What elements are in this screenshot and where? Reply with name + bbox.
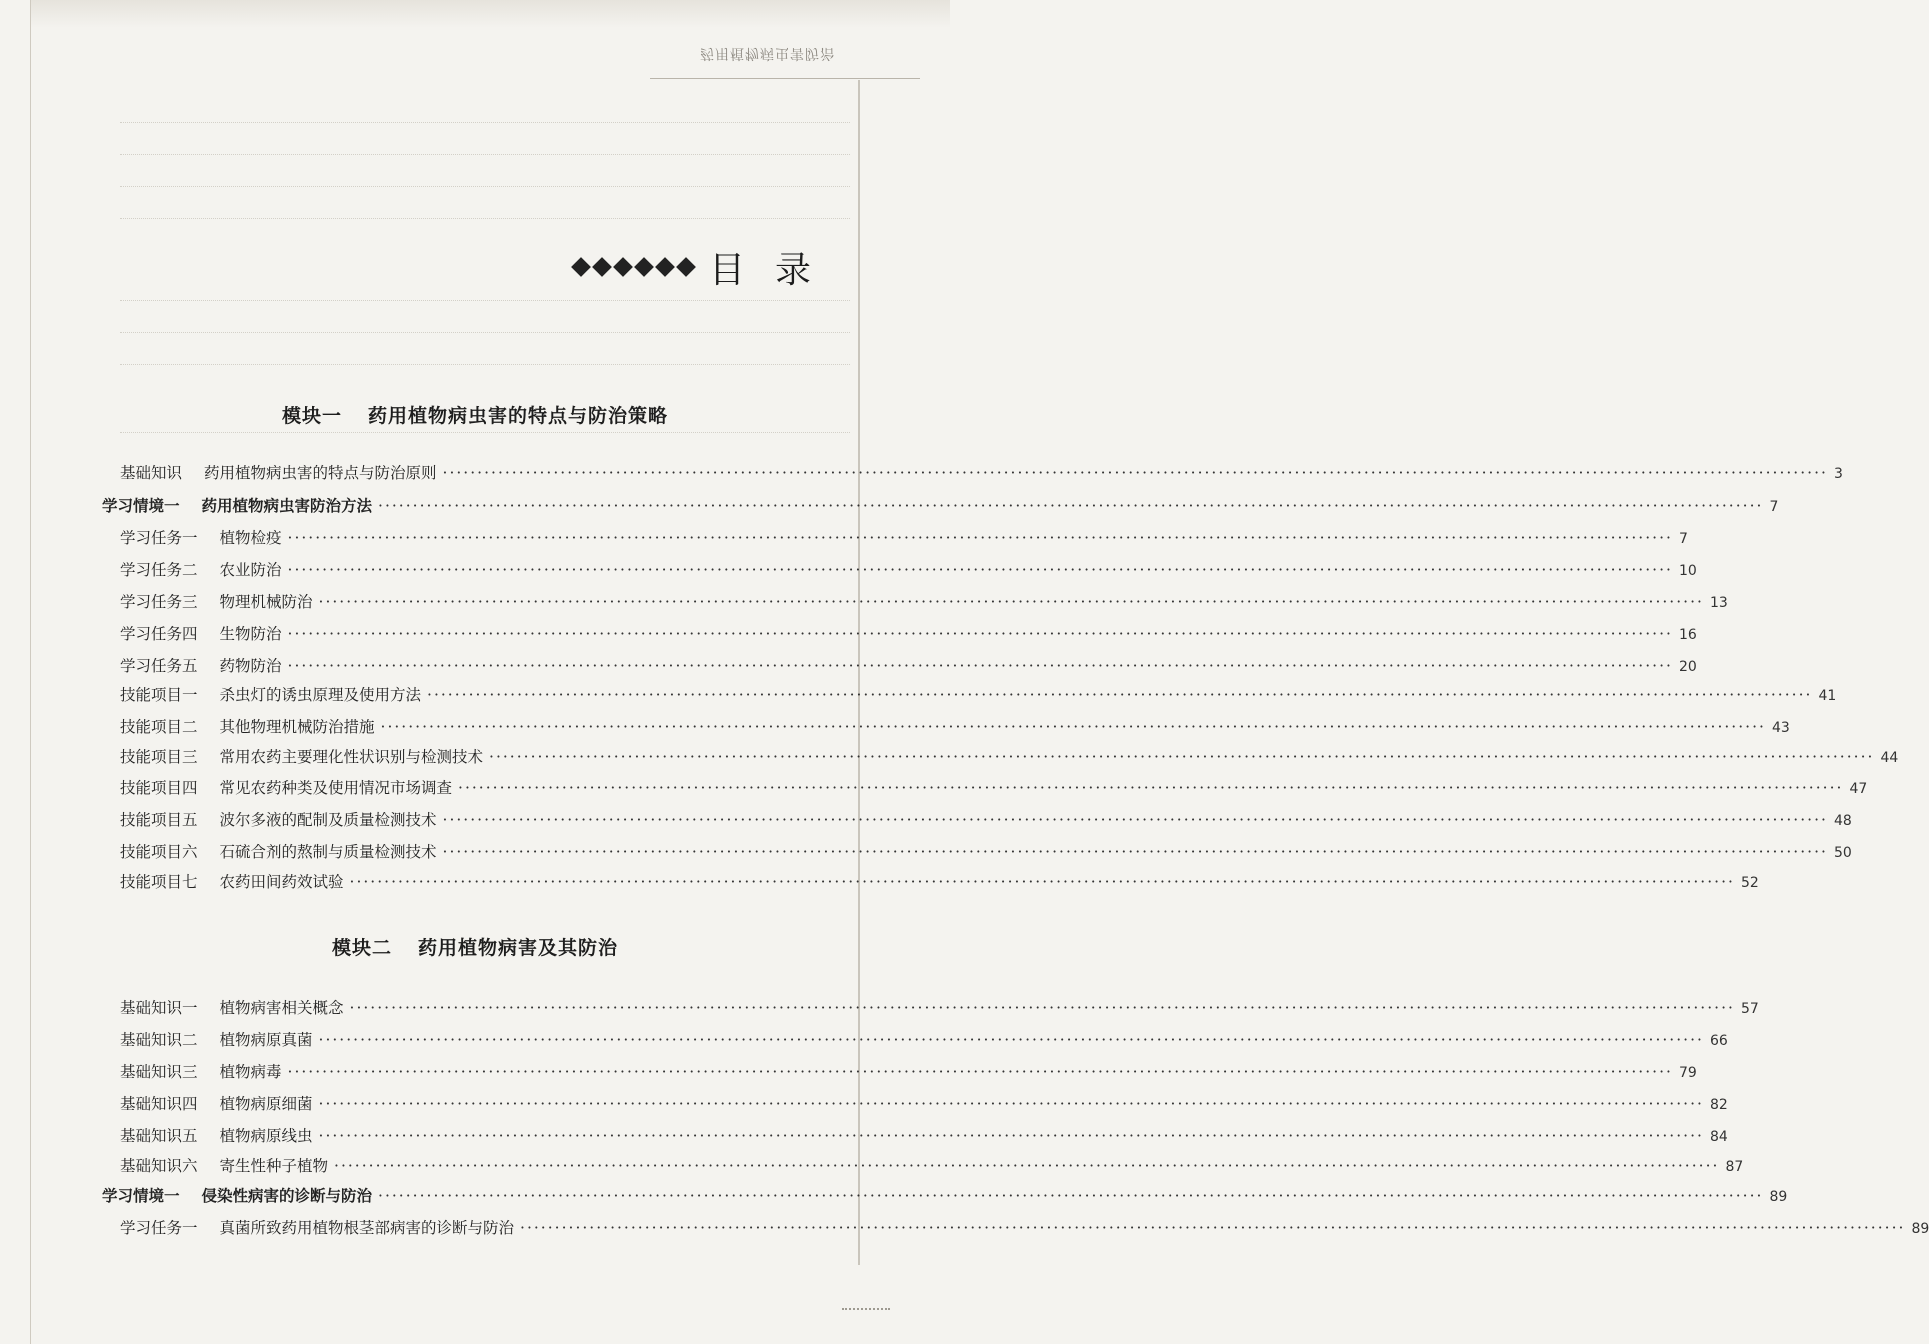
diamond-icon <box>592 257 612 277</box>
toc-entry[interactable] <box>120 1216 1929 1240</box>
toc-page-number: 10 <box>1678 563 1697 579</box>
toc-title <box>572 242 841 292</box>
page-corner-mark <box>842 1290 890 1310</box>
toc-entry-label <box>120 1092 313 1116</box>
dot-leader: ········································································································································································································ <box>318 593 1704 611</box>
toc-entry-label <box>102 494 372 518</box>
toc-entry-label <box>120 808 437 832</box>
toc-entry[interactable] <box>120 1154 1744 1178</box>
diamond-icon <box>676 257 696 277</box>
toc-entry-title: 药物防治 <box>219 657 282 675</box>
toc-entry-title: 药用植物病虫害防治方法 <box>201 496 373 515</box>
toc-page-number: 44 <box>1880 750 1899 766</box>
dot-leader: ········································································································································································································ <box>287 561 1673 579</box>
toc-entry[interactable] <box>120 1060 1697 1084</box>
toc-entry-label <box>120 1154 328 1178</box>
toc-page-number: 7 <box>1678 531 1688 547</box>
toc-section-entry[interactable] <box>102 1184 1788 1208</box>
toc-entry[interactable] <box>120 683 1837 707</box>
toc-entry-label <box>120 870 344 894</box>
toc-page-number: 48 <box>1833 813 1852 829</box>
toc-entry[interactable] <box>120 590 1728 614</box>
toc-entry[interactable] <box>120 715 1790 739</box>
toc-entry-code: 学习任务一 <box>120 1219 198 1237</box>
toc-page-number: 84 <box>1709 1129 1728 1145</box>
toc-section-entry[interactable] <box>102 494 1779 518</box>
toc-entry-code: 技能项目一 <box>120 686 198 704</box>
dot-leader: ········································································································································································································ <box>427 686 1813 704</box>
toc-entry-title: 寄生性种子植物 <box>219 1157 329 1175</box>
toc-entry-title: 侵染性病害的诊断与防治 <box>201 1186 373 1205</box>
dot-leader: ········································································································································································································ <box>287 657 1673 675</box>
toc-entry-code: 技能项目六 <box>120 843 198 861</box>
toc-entry-code: 基础知识六 <box>120 1157 198 1175</box>
toc-entry-code: 学习任务二 <box>120 561 198 579</box>
toc-entry-title: 植物病原线虫 <box>219 1127 313 1145</box>
dot-leader: ········································································································································································································ <box>287 1063 1673 1081</box>
diamond-icon <box>655 257 675 277</box>
dot-leader: ········································································································································································································ <box>458 779 1844 797</box>
toc-entry-code: 技能项目五 <box>120 811 198 829</box>
diamond-icon <box>634 257 654 277</box>
diamond-ornament <box>572 260 695 274</box>
dot-leader: ········································································································································································································ <box>318 1127 1704 1145</box>
page-top-shadow <box>30 0 950 28</box>
module-1-number: 模块一 <box>281 405 342 427</box>
toc-entry-title: 药用植物病虫害的特点与防治原则 <box>204 464 437 482</box>
toc-entry-label <box>120 683 421 707</box>
toc-entry-label <box>120 1028 313 1052</box>
toc-entry-code: 基础知识四 <box>120 1095 198 1113</box>
toc-entry-label <box>120 715 375 739</box>
toc-entry-label <box>120 1124 313 1148</box>
toc-entry-code: 基础知识三 <box>120 1063 198 1081</box>
toc-entry-title: 杀虫灯的诱虫原理及使用方法 <box>219 686 422 704</box>
toc-page-number: 89 <box>1911 1221 1929 1237</box>
toc-entry[interactable] <box>120 526 1688 550</box>
toc-page-number: 43 <box>1771 720 1790 736</box>
bleed-through-line <box>120 432 850 434</box>
toc-entry-label <box>120 996 344 1020</box>
toc-entry-code: 基础知识二 <box>120 1031 198 1049</box>
module-2-title <box>0 933 950 960</box>
toc-entry-code: 学习任务一 <box>120 529 198 547</box>
bleed-through-line <box>120 218 850 220</box>
toc-entry-label <box>120 745 483 769</box>
bleed-through-line <box>120 364 850 366</box>
dot-leader: ········································································································································································································ <box>442 464 1828 482</box>
toc-page-number: 7 <box>1769 499 1779 515</box>
toc-entry-title: 真菌所致药用植物根茎部病害的诊断与防治 <box>219 1219 515 1237</box>
toc-entry-code: 学习情境一 <box>102 1186 180 1205</box>
toc-entry-code: 学习任务四 <box>120 625 198 643</box>
toc-entry[interactable] <box>120 808 1852 832</box>
toc-entry[interactable] <box>120 1124 1728 1148</box>
toc-page-number: 47 <box>1849 781 1868 797</box>
toc-entry-title: 植物病毒 <box>219 1063 282 1081</box>
dot-leader: ········································································································································································································ <box>489 748 1875 766</box>
toc-entry-title: 波尔多液的配制及质量检测技术 <box>219 811 437 829</box>
page-left-edge <box>30 0 31 1344</box>
toc-entry[interactable] <box>120 654 1697 678</box>
toc-entry-label <box>120 654 282 678</box>
toc-entry-title: 植物病害相关概念 <box>219 999 344 1017</box>
toc-entry[interactable] <box>120 840 1852 864</box>
toc-entry-title: 常见农药种类及使用情况市场调查 <box>219 779 453 797</box>
toc-entry[interactable] <box>120 558 1697 582</box>
bleed-through-line <box>120 300 850 302</box>
diamond-icon <box>613 257 633 277</box>
dot-leader: ········································································································································································································ <box>287 625 1673 643</box>
toc-entry[interactable] <box>120 622 1697 646</box>
module-2-name: 药用植物病害及其防治 <box>418 937 619 959</box>
toc-entry-title: 常用农药主要理化性状识别与检测技术 <box>219 748 484 766</box>
toc-page-number: 52 <box>1740 875 1759 891</box>
toc-page-number: 13 <box>1709 595 1728 611</box>
toc-entry-code: 基础知识 <box>120 464 183 482</box>
toc-page-number: 16 <box>1678 627 1697 643</box>
toc-entry-title: 植物病原真菌 <box>219 1031 313 1049</box>
toc-entry-code: 技能项目二 <box>120 718 198 736</box>
toc-entry[interactable] <box>120 461 1843 485</box>
toc-page-number: 82 <box>1709 1097 1728 1113</box>
toc-entry-label <box>120 590 313 614</box>
toc-entry-label <box>102 1184 372 1208</box>
toc-entry-title: 植物病原细菌 <box>219 1095 313 1113</box>
dot-leader: ········································································································································································································ <box>287 529 1673 547</box>
dot-leader: ········································································································································································································ <box>318 1031 1704 1049</box>
toc-entry[interactable] <box>120 1092 1728 1116</box>
toc-page-number: 57 <box>1740 1001 1759 1017</box>
toc-page-number: 87 <box>1725 1159 1744 1175</box>
toc-entry-code: 学习情境一 <box>102 496 180 515</box>
toc-entry[interactable] <box>120 776 1868 800</box>
toc-entry-code: 技能项目七 <box>120 873 198 891</box>
toc-entry-title: 石硫合剂的熬制与质量检测技术 <box>219 843 437 861</box>
toc-entry-label <box>120 840 437 864</box>
toc-page-number: 66 <box>1709 1033 1728 1049</box>
diamond-icon <box>571 257 591 277</box>
toc-entry-label <box>120 558 282 582</box>
bleed-through-line <box>120 186 850 188</box>
toc-entry-title: 植物检疫 <box>219 529 282 547</box>
toc-entry[interactable] <box>120 1028 1728 1052</box>
bleed-through-line <box>120 332 850 334</box>
toc-entry[interactable] <box>120 745 1899 769</box>
module-2-number: 模块二 <box>331 937 392 959</box>
toc-entry-title: 农药田间药效试验 <box>219 873 344 891</box>
toc-page-number: 79 <box>1678 1065 1697 1081</box>
dot-leader: ········································································································································································································ <box>442 811 1828 829</box>
header-rule <box>650 78 920 79</box>
dot-leader: ········································································································································································································ <box>349 999 1735 1017</box>
running-head: 药用植物病虫害防治 <box>700 45 835 61</box>
dot-leader: ········································································································································································································ <box>334 1157 1720 1175</box>
toc-entry-code: 技能项目四 <box>120 779 198 797</box>
toc-entry-title: 其他物理机械防治措施 <box>219 718 375 736</box>
toc-entry-title: 物理机械防治 <box>219 593 313 611</box>
toc-entry-label <box>120 461 437 485</box>
toc-entry-code: 基础知识五 <box>120 1127 198 1145</box>
dot-leader: ········································································································································································································ <box>442 843 1828 861</box>
dot-leader: ········································································································································································································ <box>520 1219 1906 1237</box>
toc-entry-label <box>120 1216 514 1240</box>
toc-title-text: 目录 <box>709 249 842 291</box>
toc-entry-title: 生物防治 <box>219 625 282 643</box>
dot-leader: ········································································································································································································ <box>378 1187 1764 1205</box>
toc-entry[interactable] <box>120 996 1759 1020</box>
toc-page-number: 3 <box>1833 466 1843 482</box>
toc-entry-code: 学习任务三 <box>120 593 198 611</box>
toc-entry-code: 基础知识一 <box>120 999 198 1017</box>
toc-page-number: 50 <box>1833 845 1852 861</box>
toc-entry-label <box>120 622 282 646</box>
bleed-through-line <box>120 122 850 124</box>
bleed-through-line <box>120 154 850 156</box>
toc-page-number: 89 <box>1769 1189 1788 1205</box>
module-1-title <box>0 401 950 428</box>
toc-page-number: 41 <box>1818 688 1837 704</box>
dot-leader: ········································································································································································································ <box>349 873 1735 891</box>
toc-entry-label <box>120 526 282 550</box>
toc-page-number: 20 <box>1678 659 1697 675</box>
dot-leader: ········································································································································································································ <box>378 497 1764 515</box>
module-1-name: 药用植物病虫害的特点与防治策略 <box>368 405 669 427</box>
dot-leader: ········································································································································································································ <box>380 718 1766 736</box>
toc-entry-code: 学习任务五 <box>120 657 198 675</box>
toc-entry-code: 技能项目三 <box>120 748 198 766</box>
toc-entry-label <box>120 1060 282 1084</box>
toc-entry-label <box>120 776 452 800</box>
toc-entry[interactable] <box>120 870 1759 894</box>
toc-entry-title: 农业防治 <box>219 561 282 579</box>
dot-leader: ········································································································································································································ <box>318 1095 1704 1113</box>
